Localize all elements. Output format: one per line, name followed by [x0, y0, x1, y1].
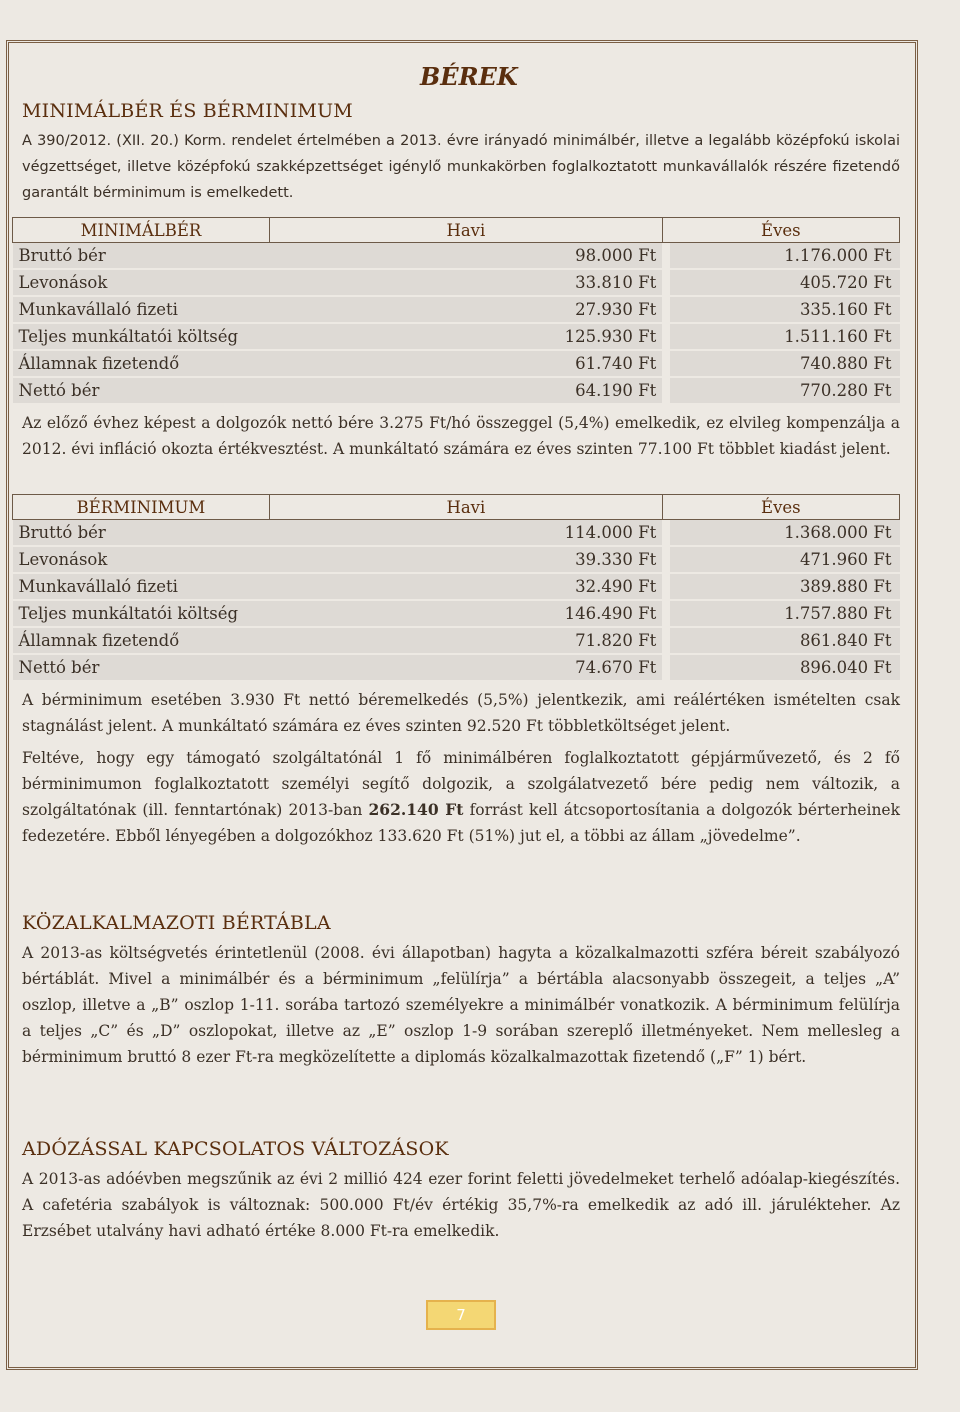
yearly-value: 1.757.880 Ft	[670, 600, 899, 627]
section-kozalkalmazotti	[22, 912, 900, 1070]
monthly-value: 71.820 Ft	[467, 627, 663, 654]
monthly-value: 33.810 Ft	[467, 269, 663, 296]
table-row	[13, 546, 900, 573]
table-header-cell: Havi	[270, 218, 663, 243]
minimalber-paragraph: Az előző évhez képest a dolgozók nettó bére 3.275 Ft/hó összeggel (5,4%) emelkedik, ez elvileg kompenzálja a 2012. évi infláció okozta értékvesztést. A munkáltató számára ez éves szinten 77.100 Ft többlet kiadást jelent.	[22, 414, 900, 458]
section-adozas	[22, 1138, 900, 1244]
table-header-cell: BÉRMINIMUM	[13, 495, 270, 520]
example-paragraph: Feltéve, hogy egy támogató szolgáltatónál 1 fő minimálbéren foglalkoztatott gépjárművezető, és 2 fő bérminimumon foglalkoztatott személyi segítő dolgozik, a szolgálatvezető bére pedig nem változik, a szolgáltatónak (ill. fenntartónak) 2013-ban 262.140 Ft forrást kell átcsoportosítania a dolgozók bérterheinek fedezetére. Ebből lényegében a dolgozókhoz 133.620 Ft (51%) jut el, a többi az állam „jövedelme”.	[22, 749, 900, 845]
table-row	[13, 654, 900, 681]
highlight-amount: 262.140 Ft	[368, 800, 464, 819]
row-label: Levonások	[13, 546, 270, 573]
table-row	[13, 243, 900, 270]
table-header-cell: Éves	[662, 495, 899, 520]
yearly-value: 896.040 Ft	[670, 654, 899, 681]
row-label: Bruttó bér	[13, 520, 270, 547]
table-row	[13, 296, 900, 323]
row-label: Munkavállaló fizeti	[13, 573, 270, 600]
table-row	[13, 600, 900, 627]
row-label: Teljes munkáltatói költség	[13, 323, 270, 350]
yearly-value: 1.368.000 Ft	[670, 520, 899, 547]
section-heading: ADÓZÁSSAL KAPCSOLATOS VÁLTOZÁSOK	[22, 1138, 449, 1160]
row-label: Bruttó bér	[13, 243, 270, 270]
berminimum-table	[12, 494, 900, 682]
row-label: Államnak fizetendő	[13, 350, 270, 377]
yearly-value: 405.720 Ft	[670, 269, 899, 296]
monthly-value: 146.490 Ft	[467, 600, 663, 627]
section-paragraph: A 2013-as adóévben megszűnik az évi 2 millió 424 ezer forint feletti jövedelmeket terhelő adóalap-kiegészítés. A cafetéria szabályok is változnak: 500.000 Ft/év értékig 35,7%-ra emelkedik az adó ill. járulékteher. Az Erzsébet utalvány havi adható értéke 8.000 Ft-ra emelkedik.	[22, 1170, 900, 1240]
page-number: 7	[426, 1300, 496, 1330]
monthly-value: 114.000 Ft	[467, 520, 663, 547]
row-label: Nettó bér	[13, 654, 270, 681]
monthly-value: 27.930 Ft	[467, 296, 663, 323]
monthly-value: 64.190 Ft	[467, 377, 663, 404]
yearly-value: 335.160 Ft	[670, 296, 899, 323]
yearly-value: 1.511.160 Ft	[670, 323, 899, 350]
monthly-value: 39.330 Ft	[467, 546, 663, 573]
monthly-value: 32.490 Ft	[467, 573, 663, 600]
section-heading: KÖZALKALMAZOTI BÉRTÁBLA	[22, 912, 331, 934]
section-heading: MINIMÁLBÉR ÉS BÉRMINIMUM	[22, 100, 353, 122]
table-header	[13, 218, 900, 243]
table-row	[13, 269, 900, 296]
row-label: Államnak fizetendő	[13, 627, 270, 654]
yearly-value: 1.176.000 Ft	[670, 243, 899, 270]
intro-paragraph: A 390/2012. (XII. 20.) Korm. rendelet értelmében a 2013. évre irányadó minimálbér, illetve a legalább középfokú iskolai végzettséget, illetve középfokú szakképzettséget igénylő munkakörben foglalkoztatott munkavállalók részére fizetendő garantált bérminimum is emelkedett.	[22, 133, 900, 201]
yearly-value: 389.880 Ft	[670, 573, 899, 600]
table-row	[13, 323, 900, 350]
table-row	[13, 520, 900, 547]
table-row	[13, 627, 900, 654]
table-row	[13, 377, 900, 404]
page-title: BÉREK	[420, 62, 518, 91]
minimalber-table	[12, 217, 900, 405]
table-header	[13, 495, 900, 520]
row-label: Levonások	[13, 269, 270, 296]
section-paragraph: A 2013-as költségvetés érintetlenül (2008. évi állapotban) hagyta a közalkalmazotti szféra béreit szabályozó bértáblát. Mivel a minimálbér és a bérminimum „felülírja” a bértábla alacsonyabb összegeit, a teljes „A” oszlop, illetve a „B” oszlop 1-11. sorába tartozó személyekre a minimálbér vonatkozik. A bérminimum felülírja a teljes „C” és „D” oszlopokat, illetve az „E” oszlop 1-9 sorában szereplő illetményeket. Nem mellesleg a bérminimum bruttó 8 ezer Ft-ra megközelítette a diplomás közalkalmazottak fizetendő („F” 1) bért.	[22, 944, 900, 1066]
monthly-value: 125.930 Ft	[467, 323, 663, 350]
yearly-value: 770.280 Ft	[670, 377, 899, 404]
table-header-cell: Havi	[270, 495, 663, 520]
monthly-value: 74.670 Ft	[467, 654, 663, 681]
berminimum-paragraph: A bérminimum esetében 3.930 Ft nettó béremelkedés (5,5%) jelentkezik, ami reálértéken ismételten csak stagnálást jelent. A munkáltató számára ez éves szinten 92.520 Ft többletköltséget jelent.	[22, 691, 900, 735]
monthly-value: 98.000 Ft	[467, 243, 663, 270]
table-row	[13, 573, 900, 600]
monthly-value: 61.740 Ft	[467, 350, 663, 377]
row-label: Teljes munkáltatói költség	[13, 600, 270, 627]
row-label: Nettó bér	[13, 377, 270, 404]
section-minimalber	[22, 100, 900, 206]
yearly-value: 861.840 Ft	[670, 627, 899, 654]
row-label: Munkavállaló fizeti	[13, 296, 270, 323]
yearly-value: 740.880 Ft	[670, 350, 899, 377]
table-header-cell: Éves	[662, 218, 899, 243]
table-header-cell: MINIMÁLBÉR	[13, 218, 270, 243]
yearly-value: 471.960 Ft	[670, 546, 899, 573]
table-row	[13, 350, 900, 377]
